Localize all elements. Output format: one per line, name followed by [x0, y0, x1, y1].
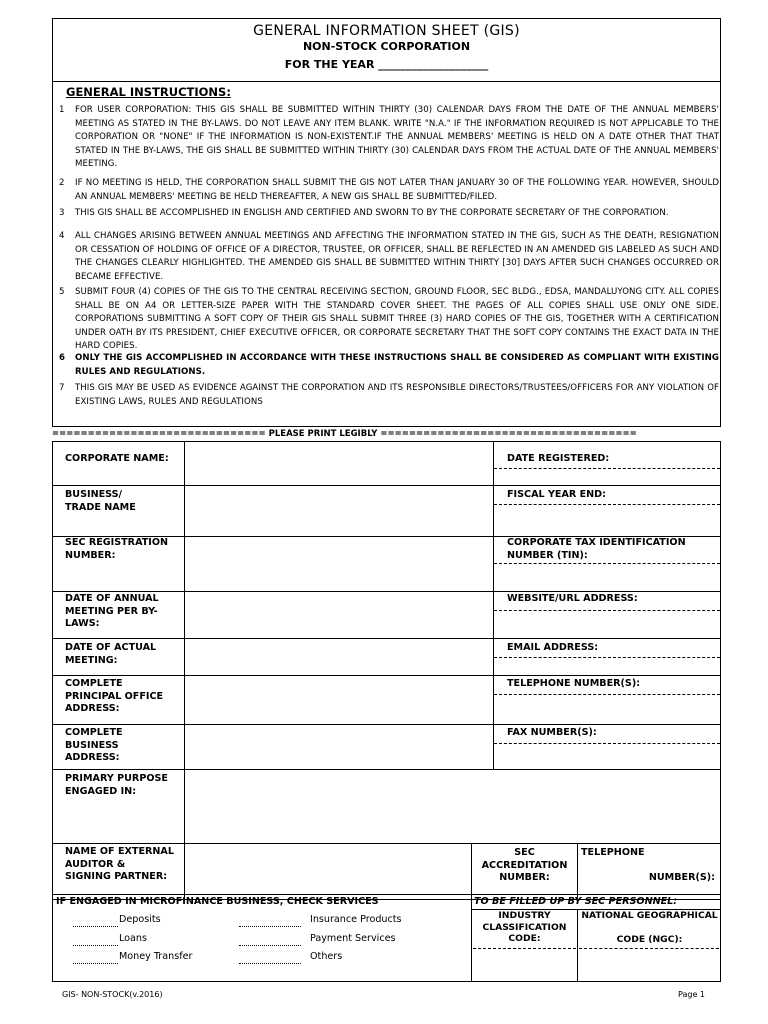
annual-meeting-date-label: DATE OF ANNUAL MEETING PER BY- LAWS: [65, 593, 159, 629]
primary-purpose-input[interactable] [185, 770, 720, 843]
form-header [52, 18, 721, 82]
money-transfer-checkbox[interactable] [73, 963, 118, 964]
email-label: EMAIL ADDRESS: [507, 642, 599, 653]
business-address-input[interactable] [185, 725, 493, 769]
business-trade-name-input[interactable] [185, 486, 493, 536]
external-auditor-label: NAME OF EXTERNAL AUDITOR & SIGNING PARTNER: [65, 846, 174, 882]
instruction-number: 6 [59, 353, 66, 363]
fax-input[interactable] [494, 744, 720, 769]
telephone-input[interactable] [494, 695, 720, 724]
instruction-text: SUBMIT FOUR (4) COPIES OF THE GIS TO THE CENTRAL RECEIVING SECTION, GROUND FLOOR, SEC BLDG., EDSA, MANDALUYONG CITY. ALL COPIES SHALL BE ON A4 OR LETTER-SIZE PAPER WITH THE STANDARD COVER SHEET. THE PAGES OF ALL COPIES SHALL USE ONLY ONE SIDE. CORPORATIONS SUBMITTING A SOFT COPY OF THEIR GIS SHALL SUBMIT THREE (3) HARD COPIES OF THE GIS, TOGETHER WITH A CERTIFICATION UNDER OATH BY ITS PRESIDENT, CHIEF EXECUTIVE OFFICER, OR CORPORATE SECRETARY THAT THE SOFT COPY CONTAINS THE EXACT DATA IN THE HARD COPIES. [75, 287, 719, 351]
microfinance-section [52, 894, 721, 982]
sec-personnel-heading: TO BE FILLED UP BY SEC PERSONNEL: [474, 896, 678, 907]
instruction-text: ONLY THE GIS ACCOMPLISHED IN ACCORDANCE WITH THESE INSTRUCTIONS SHALL BE CONSIDERED AS COMPLIANT WITH EXISTING RULES AND REGULATIONS. [75, 353, 719, 377]
email-input[interactable] [494, 658, 720, 675]
principal-office-label: COMPLETE PRINCIPAL OFFICE ADDRESS: [65, 678, 164, 714]
tin-label: CORPORATE TAX IDENTIFICATION NUMBER (TIN): [507, 537, 686, 561]
industry-code-input[interactable] [473, 949, 576, 981]
form-subtitle: NON-STOCK CORPORATION [302, 40, 471, 53]
instruction-text: FOR USER CORPORATION: THIS GIS SHALL BE SUBMITTED WITHIN THIRTY (30) CALENDAR DAYS FROM THE DATE OF THE ANNUAL MEMBERS' MEETING AS STATED IN THE BY-LAWS. DO NOT LEAVE ANY ITEM BLANK. WRITE "N.A." IF THE INFORMATION REQUIRED IS NOT APPLICABLE TO THE CORPORATION OR "NONE" IF THE INFORMATION IS NON-EXISTENT.IF THE ANNUAL MEMBERS' MEETING IS HELD ON A DATE OTHER THAT THAT STATED IN THE BY-LAWS, THE GIS SHALL BE SUBMITTED WITHIN THIRTY (30) CALENDAR DAYS FROM THE ACTUAL DATE OF THE ANNUAL MEMBERS' MEETING. [75, 105, 719, 169]
geo-code-label-2: CODE (NGC): [616, 934, 683, 945]
for-the-year: FOR THE YEAR ____________________ [284, 58, 489, 71]
sec-registration-label: SEC REGISTRATION NUMBER: [65, 537, 169, 561]
loans-label: Loans [119, 933, 148, 944]
fiscal-year-end-label: FISCAL YEAR END: [507, 489, 606, 500]
loans-checkbox[interactable] [73, 945, 118, 946]
instruction-text: THIS GIS MAY BE USED AS EVIDENCE AGAINST THE CORPORATION AND ITS RESPONSIBLE DIRECTORS/TRUSTEES/OFFICERS FOR ANY VIOLATION OF EXISTING LAWS, RULES AND REGULATIONS [75, 383, 719, 407]
gis-form-page [52, 18, 721, 980]
others-checkbox[interactable] [239, 963, 301, 964]
sec-registration-input[interactable] [185, 537, 493, 591]
external-auditor-input[interactable] [185, 844, 471, 901]
footer-page-number: Page 1 [678, 990, 705, 999]
instruction-number: 2 [59, 178, 65, 188]
footer-version: GIS- NON-STOCK(v.2016) [62, 990, 163, 999]
auditor-telephone-label-2: NUMBER(S): [648, 872, 715, 883]
money-transfer-label: Money Transfer [119, 951, 193, 962]
divider [577, 843, 578, 901]
insurance-products-checkbox[interactable] [239, 926, 301, 927]
website-label: WEBSITE/URL ADDRESS: [507, 593, 638, 604]
payment-services-label: Payment Services [310, 933, 396, 944]
business-trade-name-label: BUSINESS/ TRADE NAME [65, 489, 136, 513]
auditor-telephone-label: TELEPHONE [581, 847, 645, 858]
tin-input[interactable] [494, 564, 720, 591]
actual-meeting-date-label: DATE OF ACTUAL MEETING: [65, 642, 157, 666]
date-registered-label: DATE REGISTERED: [507, 453, 610, 464]
deposits-label: Deposits [119, 914, 161, 925]
instruction-number: 7 [59, 383, 65, 393]
fax-label: FAX NUMBER(S): [507, 727, 597, 738]
instructions-heading: GENERAL INSTRUCTIONS: [66, 85, 231, 99]
website-input[interactable] [494, 611, 720, 638]
info-form [52, 441, 721, 900]
general-instructions [52, 82, 721, 427]
geo-code-label: NATIONAL GEOGRAPHICAL [581, 910, 718, 921]
instruction-number: 3 [59, 208, 65, 218]
sec-accreditation-label: SEC ACCREDITATION NUMBER: [481, 847, 568, 883]
actual-meeting-date-input[interactable] [185, 639, 493, 675]
instruction-number: 5 [59, 287, 65, 297]
corporate-name-label: CORPORATE NAME: [65, 453, 169, 464]
principal-office-input[interactable] [185, 676, 493, 724]
deposits-checkbox[interactable] [73, 926, 118, 927]
payment-services-checkbox[interactable] [239, 945, 301, 946]
instruction-number: 4 [59, 231, 65, 241]
fiscal-year-end-input[interactable] [494, 505, 720, 536]
date-registered-input[interactable] [494, 469, 720, 485]
primary-purpose-label: PRIMARY PURPOSE ENGAGED IN: [65, 773, 168, 797]
industry-code-label: INDUSTRY CLASSIFICATION CODE: [482, 910, 567, 944]
instruction-text: ALL CHANGES ARISING BETWEEN ANNUAL MEETINGS AND AFFECTING THE INFORMATION STATED IN THE GIS, SUCH AS THE DEATH, RESIGNATION OR CESSATION OF HOLDING OF OFFICE OF A DIRECTOR, TRUSTEE, OR OFFICER, SHALL BE REFLECTED IN AN AMENDED GIS LABELED AS SUCH AND THE CHANGES CLEARLY HIGHLIGHTED. THE AMENDED GIS SHALL BE SUBMITTED WITHIN THIRTY [30] DAYS AFTER SUCH CHANGES OCCURRED OR BECAME EFFECTIVE. [75, 231, 719, 282]
instruction-text: IF NO MEETING IS HELD, THE CORPORATION SHALL SUBMIT THE GIS NOT LATER THAN JANUARY 30 OF THE FOLLOWING YEAR. HOWEVER, SHOULD AN ANNUAL MEMBERS' MEETING BE HELD THEREAFTER, A NEW GIS SHALL BE SUBMITTED/FILED. [75, 178, 719, 202]
instruction-text: THIS GIS SHALL BE ACCOMPLISHED IN ENGLISH AND CERTIFIED AND SWORN TO BY THE CORPORATE SECRETARY OF THE CORPORATION. [75, 208, 669, 218]
annual-meeting-date-input[interactable] [185, 592, 493, 638]
divider [577, 909, 578, 981]
insurance-products-label: Insurance Products [310, 914, 402, 925]
microfinance-heading: IF ENGAGED IN MICROFINANCE BUSINESS, CHECK SERVICES [56, 896, 379, 907]
please-print-legibly: ============================== PLEASE PRINT LEGIBLY ==================================== [52, 429, 637, 439]
others-label: Others [310, 951, 343, 962]
telephone-label: TELEPHONE NUMBER(S): [507, 678, 641, 689]
form-title: GENERAL INFORMATION SHEET (GIS) [253, 23, 520, 39]
corporate-name-input[interactable] [185, 442, 493, 485]
business-address-label: COMPLETE BUSINESS ADDRESS: [65, 727, 123, 763]
instruction-number: 1 [59, 105, 65, 115]
geo-code-input[interactable] [579, 949, 719, 981]
